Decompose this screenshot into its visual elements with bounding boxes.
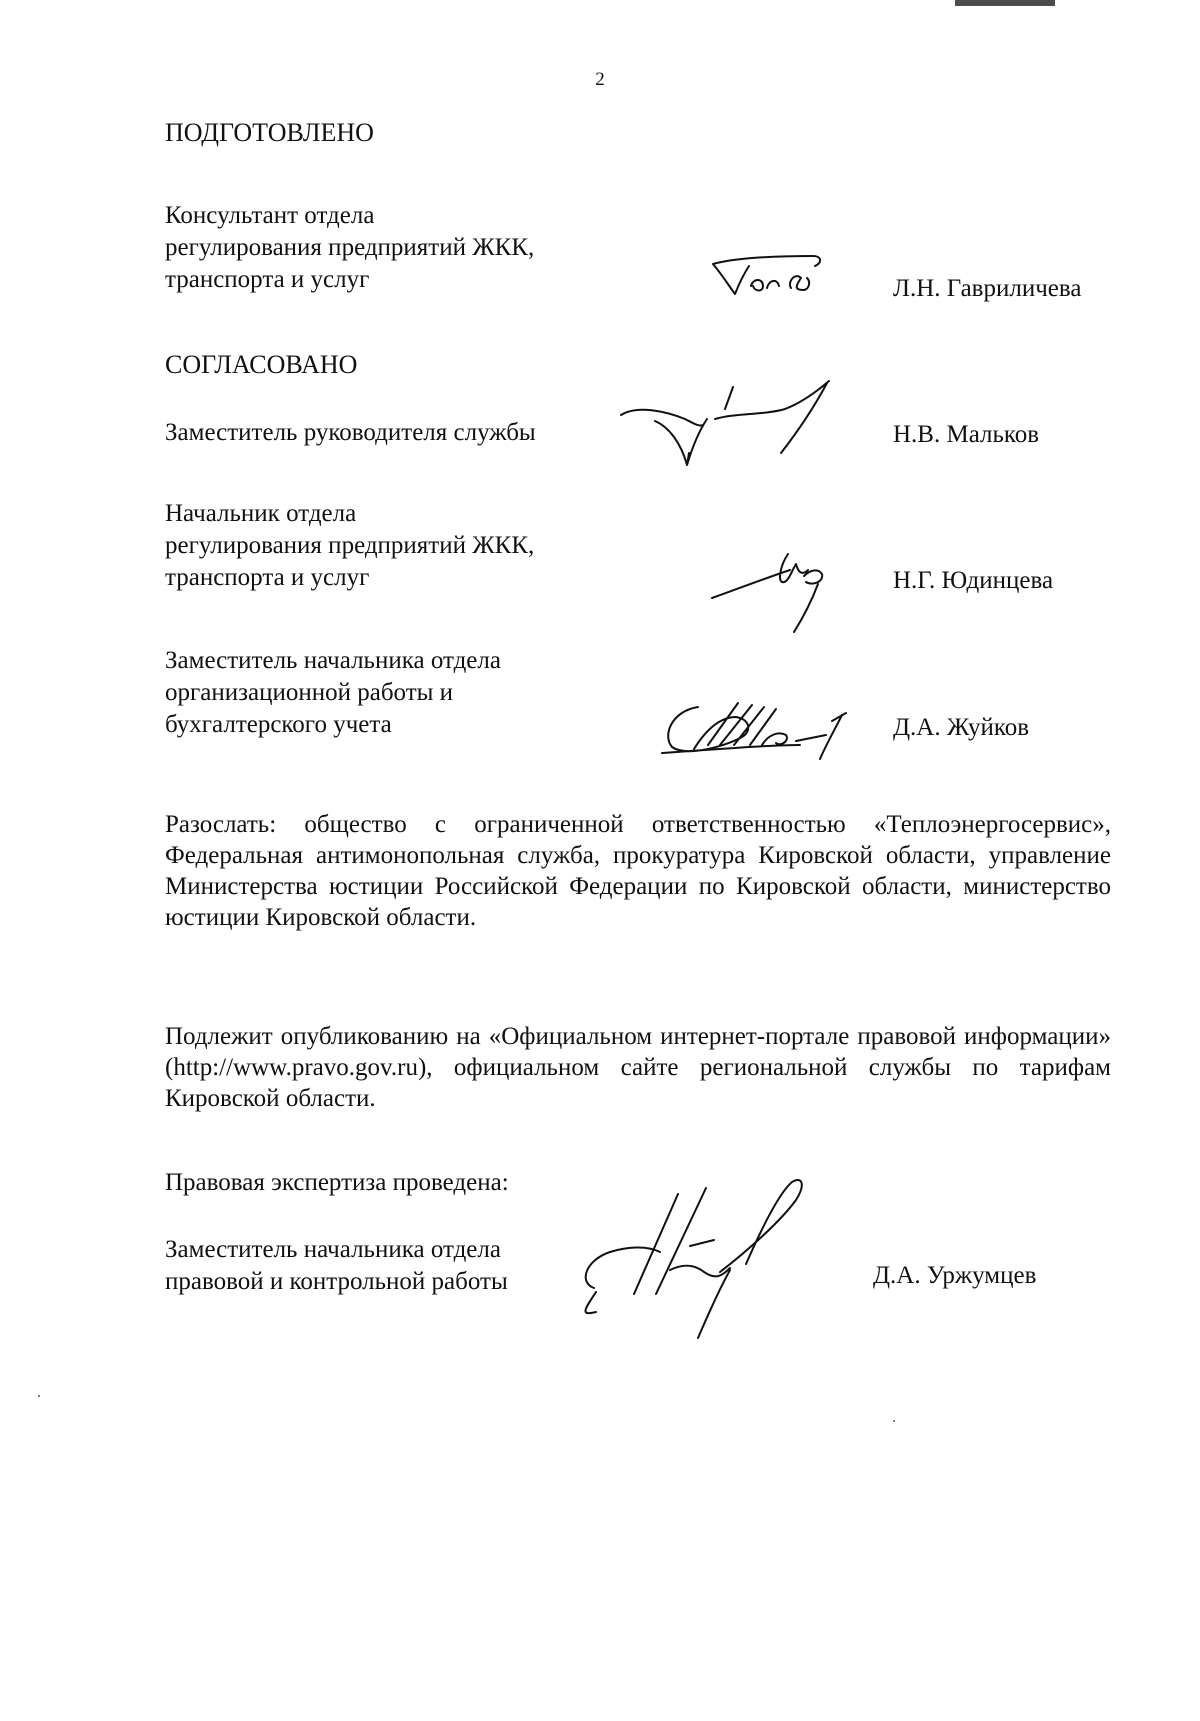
position-line: Консультант отдела: [165, 202, 375, 229]
publication-paragraph: Подлежит опубликованию на «Официальном интернет-портале правовой информации» (http://www.pravo.gov.ru), официальном сайте региональной службы по тарифам Кировской области.: [165, 1023, 1111, 1112]
prepared-name: Л.Н. Гавриличева: [893, 275, 1082, 302]
position-line: Заместитель руководителя службы: [165, 419, 536, 446]
approved-position-1: [165, 417, 536, 449]
signature-malkov: [615, 365, 865, 475]
scan-speck: [893, 1420, 895, 1422]
approved-name-2: Н.Г. Юдинцева: [893, 567, 1054, 594]
position-line: транспорта и услуг: [165, 564, 370, 591]
scan-speck: [38, 1395, 40, 1397]
scan-artifact: [955, 0, 1055, 6]
position-line: регулирования предприятий ЖКК,: [165, 532, 535, 559]
page-number: 2: [595, 69, 605, 90]
approved-heading: СОГЛАСОВАНО: [165, 350, 358, 379]
position-line: организационной работы и: [165, 679, 454, 706]
approved-name-3: Д.А. Жуйков: [893, 714, 1030, 741]
position-line: бухгалтерского учета: [165, 711, 392, 738]
prepared-heading: ПОДГОТОВЛЕНО: [165, 118, 374, 147]
distribution-paragraph: Разослать: общество с ограниченной ответственностью «Теплоэнергосервис», Федеральная антимонопольная служба, прокуратура Кировской области, управление Министерства юстиции Российской Федерации по Кировской области, министерство юстиции Кировской области.: [165, 811, 1111, 931]
legal-review-label: Правовая экспертиза проведена:: [165, 1169, 509, 1196]
position-line: транспорта и услуг: [165, 266, 370, 293]
position-line: правовой и контрольной работы: [165, 1268, 508, 1295]
signature-urzhumtsev: [570, 1160, 860, 1340]
position-line: Начальник отдела: [165, 500, 357, 527]
legal-review-position: [165, 1234, 508, 1298]
position-line: регулирования предприятий ЖКК,: [165, 234, 535, 261]
prepared-position: [165, 200, 534, 296]
signature-yudintseva: [700, 540, 840, 640]
approved-position-2: [165, 498, 534, 594]
signature-gavrilicheva: [705, 248, 835, 308]
approved-name-1: Н.В. Мальков: [893, 421, 1040, 448]
position-line: Заместитель начальника отдела: [165, 647, 501, 674]
position-line: Заместитель начальника отдела: [165, 1236, 501, 1263]
legal-review-name: Д.А. Уржумцев: [873, 1262, 1037, 1289]
approved-position-3: [165, 645, 501, 741]
signature-zhuikov: [650, 685, 860, 765]
